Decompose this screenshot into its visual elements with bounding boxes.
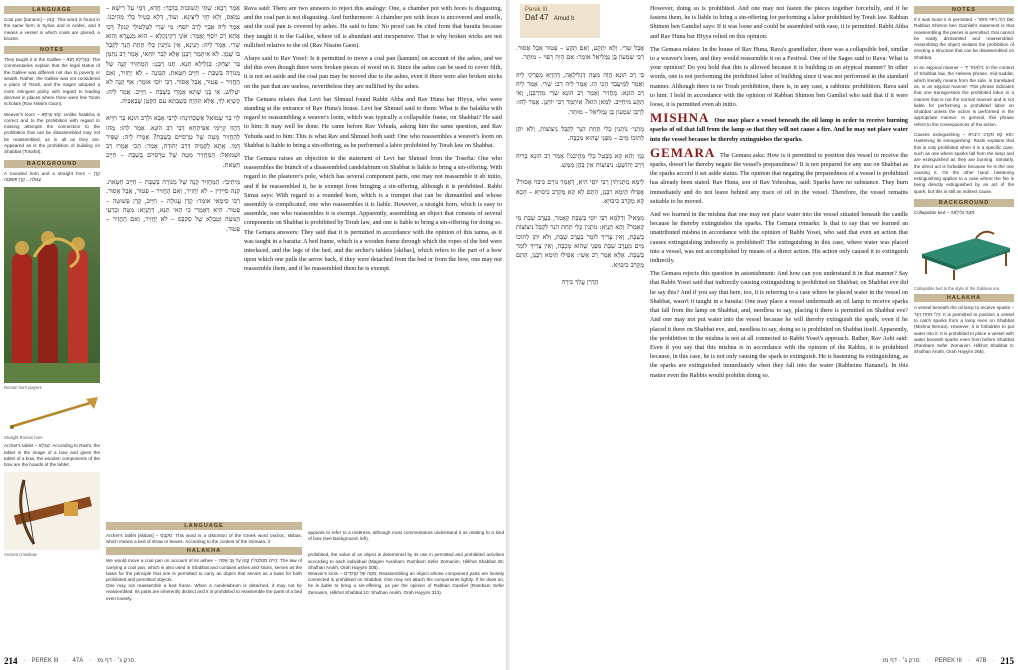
bottom-language-text-1: Archer's tablet [skibas] – סְקִבָּס: This word is a distortion of the Greek word σκεῦος, skibas, which means a bed of straw or leaves. According to the context of the Gemara, it	[106, 533, 302, 545]
hebrew-text-block-3: מֵיתִיבֵי: הַמַּחֲזִיר קָנֶה שֶׁל מְנוֹרָה בְּשַׁבָּת – חַיָּיב חַטָּאת. קְנֵה סִיָּידִין – לֹא יַחֲזִיר, וְאִם הֶחֱזִיר – פָּטוּר, אֲבָל אָסוּר. רַבִּי סִימַאי אוֹמֵר: קֶרֶן עֲגוּלָה – חַיָּיב, קֶרֶן פְּשׁוּטָה – פָּטוּר. הִיא דְּאָמְרִי כִּי הַאי תַּנָּא, דְּתַנְיָא: מִטָּה וּכַרְעֵי הַמִּטָּה וְטַבְלָא שֶׁל סְקִבָּס – לֹא יַחֲזִיר, וְאִם הֶחֱזִיר – פָּטוּר.	[106, 178, 240, 233]
footer-daf: 47B	[975, 658, 987, 664]
hebrew-mishna: מַתְנִי׳ נוֹתְנִין כְּלִי תַּחַת הַנֵּר לְקַבֵּל נִיצוֹצוֹת, וְלֹא יִתֵּן לְתוֹכוֹ מַיִם – מִפְּנֵי שֶׁהוּא מְכַבֶּה.	[516, 125, 644, 143]
english-paragraph: The Gemara rejects this question in astonishment: And how can you understand it in that manner? Say that Rabbi Yosei said that indirectly causing extinguishing is prohibited on Shabbat; on Shabbat eve did he say this? And if you say that here, too, it is referring to a case where he placed water in the vessel on Shabbat, wasn't it taught in a baraita: One may place a vessel underneath an oil lamp to receive sparks that fall from the lamp on Shabbat, and, needless to say, placing it there is permitted on Shabbat eve? And one may not put water into the vessel because he will thereby extinguish the spark, even if he placed it there on Shabbat eve, and, needless to say, doing so is prohibited on Shabbat itself. Apparently, the prohibition in the mishna is not at all connected to Rabbi Yosei's approach. Rather, Rav Ashi said: Even if you say that this mishna is in accordance with the opinion of the Rabbis, it is prohibited because, in this case, he is not only causing the spark to extinguish. He is hastening its extinguishing, as the sparks are extinguished immediately when they fall into the water (Rabbeinu Hananel). In this matter even the Rabbis would prohibit doing so.	[650, 270, 908, 379]
english-paragraph: Rava said: There are two answers to reject this analogy: One, a chamber pot with feces is disgusting, and the coal pan is not disgusting. And furthermore: A chamber pot with feces is uncovered and smells, and the coal pan is covered by ashes. He said to him: No proof can be cited from that baraita because they taught it in the Galilee, where oil is abundant and inexpensive. That is why broken wicks are not nullified relative to the oil (Rav Nissim Gaon).	[244, 5, 502, 49]
running-head	[520, 4, 600, 38]
right-english-column	[650, 4, 908, 652]
halakha-heading: HALAKHA	[914, 294, 1014, 302]
bottom-language-heading: LANGUAGE	[106, 522, 302, 530]
mishna-label: MISHNA	[650, 110, 710, 126]
mishna-paragraph	[650, 110, 908, 144]
footer-daf: 47A	[72, 658, 84, 664]
bottom-language-text-2: appears to refer to a mattress, although most commentators understand it as relating to a kind of bow (see Background, left).	[308, 530, 504, 542]
bottom-halakha-text-4: One may not reassemble a bed frame. When a candelabrum is detached, it may not be reassembled. Its parts are inherently distinct and it is prohibited to reassemble the parts of a bed even loosely.	[106, 583, 302, 601]
hebrew-chapter-end: הֲדַרַן עֲלָךְ כִּירָה	[561, 277, 599, 286]
note-galilee: They taught it in the Galilee – בְּגָלִילָא תְנָא: The commentaries explain that the legal status of the Galilee was different not due to poverty or wealth. Rather, the Galilee was not considered a place of Torah, and the Sages adopted a more stringent policy with regard to leading decrees in places where there were few Torah scholars (Rav Nissim Gaon).	[4, 57, 100, 107]
right-footer: פרק ג׳ · דף מז: · PEREK III · 47B · 215	[882, 656, 1014, 666]
bottom-halakha-text-2: prohibited, the value of an object is determined by its use in permitted and prohibited activities according to each individual (Magen Avraham; Rambam Sefer Zemanim, Hilkhot Shabbat 26; Shulhan Arukh, Orah Hayyim 308).	[308, 552, 504, 570]
language-note: Coal pan [kanunn] – קָנוּן: This word is found in the same form in Syriac and in Arabic, and it means a vessel in which coals are placed, a brazier.	[4, 17, 100, 41]
page-number: 215	[1000, 656, 1014, 666]
halakha-note: A vessel beneath the oil lamp to receive sparks – כְּלִי תַּחַת הַנֵּר: It is permitted to position a vessel to catch sparks from a lamp even on Shabbat (Mishna Berura). However, it is forbidden to put water into it. It is prohibited to place a vessel with water beneath sparks even from before Shabbat (Rambam Sefer Zemanim, Hilkhot Shabbat 5; Shulhan Arukh, Orah Hayyim 265).	[914, 305, 1014, 355]
background-note: Collapsible bed – מִטָּה גְלִילָאָה	[914, 210, 975, 216]
roman-soldiers-image	[4, 187, 100, 383]
right-hebrew-column	[516, 44, 644, 670]
background-note: A rounded horn and a straight horn – קֶרֶן עֲגוּלָה... קֶרֶן פְּשׁוּטָה	[4, 170, 100, 182]
note-weavers-loom: Weaver's loom – קַשׁ עַרְסָא: Unlike halakha is correct and to the prohibition with regard to missing attempts the connection to the prohibition that can be disassembled may not be reassembled, as in all as they are. Appeared as is the prohibition of building on Shabbat (Tosafot).	[4, 111, 100, 155]
gemara-text: The Gemara asks: How is it permitted to position this vessel to receive the sparks, doesn't he thereby negate the vessel's preparedness? It is not prepared for any use on Shabbat as the sparks accord it set aside status. The opinion that negating the preparedness of a vessel is prohibited has already been stated. Rav Huna, son of Rav Yehoshua, said: Sparks have no substance. They burn immediately and do not leave behind any trace of oil in the vessel. Therefore, the vessel remains suitable to be moved.	[650, 151, 908, 205]
hebrew-text-block-r4: מִמַּאי? וְדִלְמָא רַבִּי יוֹסֵי בְּשַׁבָּת קָאָמַר, בְּעֶרֶב שַׁבָּת מִי קָאָמַר? וְהָא תַּנְיָא: נוֹתְנִין כְּלִי תַּחַת הַנֵּר לְקַבֵּל נִיצוֹצוֹת בְּשַׁבָּת, וְאֵין צָרִיךְ לוֹמַר בְּעֶרֶב שַׁבָּת, וְלֹא יִתֵּן לְתוֹכוֹ מַיִם מֵעֶרֶב שַׁבָּת מִפְּנֵי שֶׁהוּא מְכַבֶּה, וְאֵין צָרִיךְ לוֹמַר בְּשַׁבָּת. אֶלָּא אָמַר רַב אָשֵׁי: אֲפִילּוּ תֵּימָא רַבָּנַן, הָתָם מְקָרֵב כִּיבּוּיָא.	[516, 214, 644, 269]
right-page	[510, 0, 1018, 670]
english-paragraph: And we learned in the mishna that one may not place water into the vessel situated beneath the candle because he thereby extinguishes the sparks. The Gemara remarks: Is that to say that we learned an unattributed mishna in accordance with the opinion of Rabbi Yosei, who said that even an action that causes extinguishing indirectly is prohibited? The extinguishing in this case, where water was placed into a vessel, was not accomplished by means of a direct action. His action only caused it to extinguish indirectly.	[650, 211, 908, 265]
straight-horn-image	[4, 393, 100, 433]
language-heading: LANGUAGE	[4, 6, 100, 14]
crossbow-image	[4, 472, 100, 550]
page-number: 214	[4, 656, 18, 666]
hebrew-text-block-2: לֵוִי בַּר שְׁמוּאֵל אַשְׁכַּחִינְהוּ לְרַבִּי אַבָּא וּלְרַב הוּנָא בַּר חִיָּיא דַּהֲווּ קָיְימִי אַפִּיתְחָא דְּבֵי רַב הוּנָא. אָמַר לְהוּ: מַהוּ לְהַחֲזִיר מְטָה שֶׁל טְרָסִיִּים בְּשַׁבָּת? אָמְרוּ לֵיהּ: שַׁפִּיר דָּמֵי. אֲתָא לְקַמֵּיהּ דְּרַב יְהוּדָה, אָמַר: הָכִי אָמְרוּ רַב וּשְׁמוּאֵל: הַמַּחֲזִיר מְטָה שֶׁל טְרָסִיִּים בְּשַׁבָּת – חַיָּיב חַטָּאת.	[106, 114, 240, 169]
running-head-perek: Perek III	[525, 7, 548, 13]
footer-perek: PEREK III	[934, 658, 962, 664]
right-sidebar	[914, 4, 1014, 652]
notes-heading: NOTES	[914, 6, 1014, 14]
gemara-label: GEMARA	[650, 144, 716, 160]
note-loose: If it was loose it is permitted – אִם הָיָה רָפוּי מוּתָּר: Rabban Shimon ben Gamliel's statement is that reassembling the pieces is permitted, that cannot be easily dismantled and reassembled. Assembling the object violates the prohibition of erecting a structure that can be disassembled on Shabbat.	[914, 17, 1014, 60]
left-page	[0, 0, 508, 670]
english-paragraph: Abaye said to Rav Yosef: Is it permitted to move a coal pan [kanunn] on account of the ashes, and we did this even though there were broken pieces of wood on it. Since the ashes can be used to cover filth, it is not set aside and the coal pan may be moved due to the ashes, even if there were also broken sticks on the pan that are useless, nevertheless they are nullified by the ashes.	[244, 55, 502, 90]
english-paragraph: The Gemara relates that Levi bar Shmuel found Rabbi Abba and Rav Huna bar Hiyya, who were standing at the entrance of Rav Huna's house. Levi bar Shmuel said to them: What is the halakha with regard to reassembling a weaver's loom, which was typically a collapsible frame, on Shabbat? He said to him: It may well be done. He came before Rav Yehuda, asking him the same question, and Rav Yehuda said to him: This is what Rav and Shmuel both said: One who reassembles a weaver's loom on Shabbat is liable to bring a sin-offering, as he performed a labor prohibited by Torah law on Shabbat.	[244, 95, 502, 149]
caption-soldiers: Roman horn players	[4, 385, 42, 391]
caption-bed: Collapsible bed in the style of the Galilean era	[914, 286, 1000, 292]
hebrew-gemara: גְּמָ׳ וְהָא קָא מְבַטֵּל כְּלִי מֵהֵיכָנוֹ! אָמַר רַב הוּנָא בְּרֵיהּ דְּרַב יְהוֹשֻׁעַ: נִיצוֹצוֹת אֵין בָּהֶן מַמָּשׁ.	[516, 151, 644, 169]
english-paragraph: However, doing so is prohibited. And one may not fasten the pieces together forcefully, and if he fastens them, he is liable to bring a sin-offering for performing a labor prohibited by Torah law. Rabban Shimon ben Gamliel says: If it was loose and could be assembled with ease, it is permitted. Rabbi Abba and Rav Huna bar Hiyya relied on this opinion.	[650, 5, 908, 40]
caption-horn: Straight Roman horn	[4, 435, 43, 441]
note-atypical: In an atypical manner – כִּלְאַחַר יָד: In the context of Shabbat law, the Hebrew phrase, mid-naddat, which literally means from the side, is translated as, in an atypical manner. This phrase indicates that one transgresses the prohibited labor in a manner that is not the normal manner and is not liable for performing a prohibited labor on Shabbat unless the action is performed in the appropriate manner. In general, this phrase refers to the consequences of the action.	[914, 65, 1014, 127]
english-paragraph: The Gemara relates: In the house of Rav Huna, Rava's grandfather, there was a collapsible bed, similar to a weaver's loom, and they would reassemble it on a Festival. One of the Sages said to Rava: What is your opinion? Do you hold that this is allowed because it is building in an atypical manner? In other words, one is not performing the prohibited labor of building since it was not performed in the standard manner. Although there is no Torah prohibition, there is, in any case, a rabbinic prohibition. Rava said to him: I hold in accordance with the opinion of Rabban Shimon ben Gamliel who said that if it were loose, it is permitted even ab initio.	[650, 45, 908, 109]
note-extinguishing: Causes extinguishing – הוא קא מקרב כיבויא: Hastening its extinguishing: Rashi explains that this is only prohibited when it is a specific case, such as one where sparks fall from the lamp and are extinguished as they are burning. Similarly, the direct act is forbidden because he is the one causing it. On the other hand, hastening extinguishing applies to a case where the fire is being directly extinguished by an act of the spark, but this is still an indirect cause.	[914, 132, 1014, 194]
background-heading: BACKGROUND	[914, 199, 1014, 207]
footer-hebrew: פרק ג׳ · דף מז:	[882, 658, 921, 664]
hebrew-text-block-r3: לֵימָא מַתְנִיתִין רַבִּי יוֹסֵי הִיא, דְּאָמַר גּוֹרֵם כִּיבּוּי אָסוּר? אֲפִילּוּ תֵּימָא רַבָּנַן, הָתָם לָא קָא מְקָרֵב כִּיבּוּיָא – הָכָא קָא מְקָרֵב כִּיבּוּיָא.	[516, 178, 644, 205]
hebrew-text-block-r1: אֲבָל שָׁרֵי. וְלָא יִתְקַע, וְאִם תָּקַע – פָּטוּר אֲבָל אָסוּר. רַבִּי שִׁמְעוֹן בֶּן גַּמְלִיאֵל אוֹמֵר: אִם הָיָה רָפוּי – מוּתָּר.	[516, 44, 644, 62]
running-head-daf: Daf 47 Amud b	[525, 13, 575, 22]
footer-hebrew: פרק ג׳ · דף מז.	[97, 658, 136, 664]
gemara-paragraph	[650, 144, 908, 206]
footer-perek: PEREK III	[31, 658, 59, 664]
bottom-halakha-text-1: We would move a coal pan on account of its ashes – הָיִינוּ מְטַלְטְלִין קָנוּן עַל גַּב אֶפְרוֹ: The law of carrying a coal pan, which is also used in Shabbat and contains ashes and sticks, serves as the basis for the principle that one is permitted to carry an object that serves as a base for both prohibited and permitted objects.	[106, 558, 302, 583]
hebrew-text-block-1: אָמַר רָבָא: שְׁתֵּי תְשׁוּבוֹת בַּדָּבָר: חֲדָא, דְּמֵי עַל רֵישָׁא – נִמְאָס, וְלָא חָזֵי לִיצִּיגְּא. וְעוֹד, דְּלָא בָּטֵיל כְּלִי מֵהֵיכָנוֹ. אָמַר לֵיהּ אַבָּיֵי לְרַב יוֹסֵף: מִי שְׁרִי לְטַלְטוּלֵי קָנוּן? דְּכִי אֲתָא רַב יוֹסֵף וְאָמַר: אוֹנֵי דְקֵינְקְלָא – הוּא מְנַעֲרָא וְהוּא שְׁרִי. אָמַר לֵיהּ: תְּנֵינָא, אֵין נוֹתְנִין כְּלִי תַּחַת הַנֵּר לְקַבֵּל בּוֹ שֶׁמֶן. לֹא אִיתְּמַר רַבָּנָן אֶלָּא לְבַר יוֹחָאי, אָמַר רַב נַחְמָן בַּר יִצְחָק: בִּגְלִילָא תְנָא. תָּנוּ רַבָּנַן: הַמְּחַזִּיר קָנֶה שֶׁל מְנוֹרָה בְּשַׁבָּת – חַיָּיב חַטָּאת. הַבּוֹנֶה – לֹא יָחֵזִיר, וְאִם הֶחֱזִיר – פָּטוּר, אֲבָל אָסוּר. רַבִּי יוֹסֵי אוֹמֵר: אַף קָנֶה לֹא יִטְלוֹשׁ. אִי בָּנֵי שְׁתָּא אָמְרִי בְּשַׁבָּת – חַיָּיב. אֲמַר לֵיהּ: קַשְׁיָא לָךְ, אֶלָּא תִּהְיֶה בְּשִׁבְתָּא עִם הַקָּטֵן שֶׁבְּאַבִּיהּ.	[106, 4, 240, 105]
mishna-text: One may place a vessel beneath the oil lamp in order to receive burning sparks of oil that fall from the lamp so that they will not cause a fire. And he may not place water into the vessel because he thereby extinguishes the sparks.	[650, 117, 908, 143]
left-bottom-notes	[106, 520, 504, 650]
hebrew-text-block-r2: בֵּי רַב הוּנָא הֲוָה מִטָּה דְּגָלִילָאָה, דְּהַוְיָא מְפָרְקִי לֵיהּ וְאָמַר לְמֵיעֲבַד הָכִי הָוּ. אָמַר לֵיהּ רַב: שָׁרֵי. אָמַר לֵיהּ רַב הוּנָא: מַחֲזִיר וְאָמַר רַב הוּנָא שָׁרֵי מִדְּרַבָּנָן, וְאִי תָּקַע מִיחַיַּיב. לְמַאן הוּא? אִיתְּמַר רַבִּי יוֹחָנָן. אָמַר לְהוּ: לְרַבָּן שִׁמְעוֹן בֶּן גַּמְלִיאֵל – מוּתָּר.	[516, 70, 644, 116]
left-sidebar	[4, 4, 100, 652]
english-paragraph: The Gemara raises an objection to the statement of Levi bar Shmuel from the Tosefta: One who reassembles the branch of a disassembled candelabrum on Shabbat is liable to bring a sin-offering. With regard to the plasterer's pole, which has several component parts, one may not reassemble it ab initio, and if he reassembled it, he is exempt from bringing a sin-offering, although it is prohibited. Rabbi Simai says: With regard to a rounded horn, which is a trumpet that can be dismantled and whose assembly is complicated, one who reassembles it is liable. However, a straight horn, which is easy to assemble, one who reassembles it is exempt. Apparently, assembling an object that consists of several components on Shabbat is prohibited by Torah law, and one is liable to bring a sin-offering for doing so. The Gemara answers: They said that it is permitted in accordance with the opinion of this tanna, as it was taught in a baraita: A bed frame, which is a wooden frame through which the ropes of the bed were interlaced, and the legs of the bed, and the archer's tablets [skibas], which refers to the part of a bow upon which one pulls the arrow back, if they were detached from the bed or from the bow, one may not reassemble them, and if he reassembled them he is exempt.	[244, 155, 502, 273]
caption-crossbow: Ancient crossbow	[4, 552, 37, 558]
background-heading: BACKGROUND	[4, 160, 100, 168]
collapsible-bed-image	[914, 220, 1014, 282]
archers-tablet-note: Archer's tablet – טַבְלָא: According to Rashi, the tablet is the image of a bow and gives the tablet of a bow, the wooden components of the bow are the boards of the tablet.	[4, 443, 100, 468]
notes-heading: NOTES	[4, 46, 100, 54]
bottom-halakha-text-3: Weaver's loom – מִטָּה שֶׁל טְרָסִיִּים: Reassembling an object whose component parts are loosely connected is prohibited on Shabbat. One may not attach the components tightly. If he does so, he is liable to bring a sin-offering, as per the opinion of Rabban Gamliel (Rambam Sefer Zemanim, Hilkhot Shabbat 10; Shulhan Arukh, Orah Hayyim 313).	[308, 571, 504, 595]
bottom-halakha-heading: HALAKHA	[106, 547, 302, 555]
left-english-column	[244, 4, 502, 516]
left-footer: 214 · PEREK III · 47A · פרק ג׳ · דף מז.	[4, 656, 136, 666]
